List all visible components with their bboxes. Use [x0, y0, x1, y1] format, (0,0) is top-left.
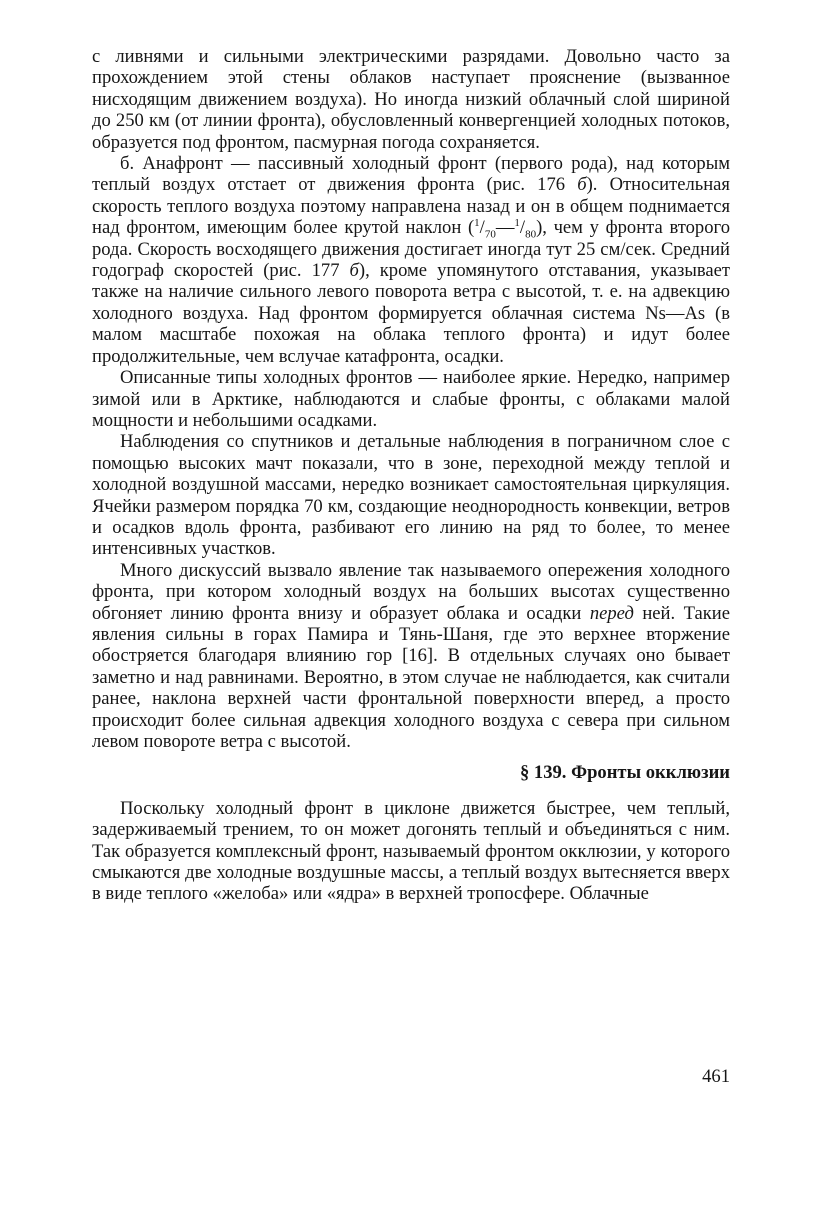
text-run: ), чем у фронта второго рода. Скорость восходящего движения достигает иногда тут 25 см/сек. Средний годограф скоростей (рис. 177 [92, 217, 730, 282]
section-heading [92, 762, 730, 783]
fraction-slash: / [479, 217, 485, 239]
fraction-numerator: 1 [514, 217, 520, 230]
section-number: § 139. [519, 762, 567, 784]
text-run: ), кроме упомянутого отставания, указывает также на наличие сильного левого поворота ветра с высотой, т. е. на адвекцию холодного воздуха. Над фронтом формируется облачная система Ns—As (в малом масштабе похожая на облака теплого фронта) и идут более продолжительные, чем вслучае катафронта, осадки. [92, 260, 730, 367]
page-body [92, 46, 730, 905]
paragraph-1: с ливнями и сильными электрическими разрядами. Довольно часто за прохождением этой стены облаков наступает прояснение (вызванное нисходящим движением воздуха). Но иногда низкий облачный слой шириной до 250 км (от линии фронта), обусловленный конвергенцией холодных потоков, образуется под фронтом, пасмурная погода сохраняется. [92, 46, 730, 153]
paragraph-5 [92, 560, 730, 753]
fraction-numerator: 1 [474, 217, 480, 230]
text-run: Много дискуссий вызвало явление так называемого опережения холодного фронта, при котором холодный воздух на больших высотах существенно обгоняет линию фронта внизу и образует облака и осадки [92, 559, 730, 624]
figure-letter: б [349, 260, 359, 282]
italic-word: перед [589, 602, 634, 624]
text-run: б. Анафронт — пассивный холодный фронт (первого рода), над которым теплый воздух отстает от движения фронта (рис. 176 [92, 153, 730, 196]
text-run: ). Относительная скорость теплого воздуха поэтому направлена назад и он в общем поднимается над фронтом, имеющим более крутой наклон ( [92, 174, 730, 239]
fraction-denominator: 80 [525, 228, 537, 241]
page-number: 461 [702, 1066, 730, 1087]
paragraph-anafront [92, 153, 730, 367]
fraction-denominator: 70 [484, 228, 496, 241]
text-run: ней. Такие явления сильны в горах Памира и Тянь-Шаня, где это верхнее вторжение обостряется благодаря влиянию гор [16]. В отдельных случаях оно бывает заметно и над равнинами. Вероятно, в этом случае не наблюдается, как считали ранее, наклона верхней части фронтальной поверхности вперед, а просто происходит более сильная адвекция холодного воздуха с севера при сильном левом повороте ветра с высотой. [92, 602, 730, 752]
paragraph-3: Описанные типы холодных фронтов — наиболее яркие. Нередко, например зимой или в Арктике, наблюдаются и слабые фронты, с облаками малой мощности и небольшими осадками. [92, 367, 730, 431]
paragraph-6: Поскольку холодный фронт в циклоне движется быстрее, чем теплый, задерживаемый трением, то он может догонять теплый и объединяться с ним. Так образуется комплексный фронт, называемый фронтом окклюзии, у которого смыкаются две холодные воздушные массы, а теплый воздух вытесняется вверх в виде теплого «желоба» или «ядра» в верхней тропосфере. Облачные [92, 797, 730, 905]
section-title: Фронты окклюзии [571, 762, 730, 784]
fraction-dash: — [495, 217, 515, 239]
fraction-slash: / [519, 217, 526, 239]
paragraph-4: Наблюдения со спутников и детальные наблюдения в пограничном слое с помощью высоких мачт показали, что в зоне, переходной между теплой и холодной воздушной массами, нередко возникает самостоятельная циркуляция. Ячейки размером порядка 70 км, создающие неоднородность конвекции, ветров и осадков вдоль фронта, разбивают его линию на ряд то более, то менее интенсивных участков. [92, 431, 730, 560]
figure-letter: б [577, 174, 587, 196]
